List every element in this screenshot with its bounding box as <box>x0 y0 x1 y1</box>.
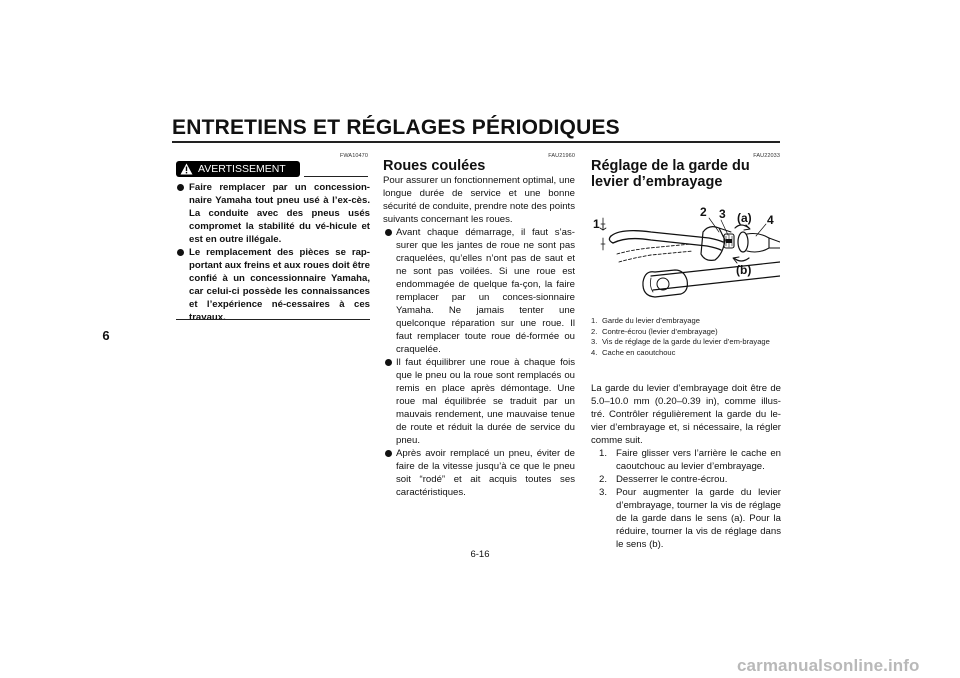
warning-list <box>176 181 370 324</box>
list-item-text: Il faut équilibrer une roue à chaque fois que le pneu ou la roue sont remplacés ou remis en place après démontage. Une roue mal équilibrée se traduit par un mauvais rendement, une mauvaise tenue de route et réduit la durée de service du pneu. <box>396 357 575 446</box>
warning-item-text: Faire remplacer par un concession-naire Yamaha tout pneu usé à l’ex-cès. La conduite avec des pneus usés compromet la stabilité du vé-hicule et est en outre illégale. <box>189 182 370 245</box>
legend-text: Garde du levier d’embrayage <box>602 316 700 325</box>
section-body <box>591 382 781 551</box>
page-header-title: ENTRETIENS ET RÉGLAGES PÉRIODIQUES <box>172 116 620 139</box>
figure-label-3: 3 <box>719 207 726 221</box>
warning-code: FWA10470 <box>339 153 368 159</box>
bullet-icon <box>177 249 184 256</box>
figure-label-a: (a) <box>737 211 752 225</box>
section-title: Roues coulées <box>383 158 486 174</box>
list-item <box>383 226 575 356</box>
section-title: Réglage de la garde du levier d’embrayage <box>591 158 750 190</box>
warning-badge <box>176 161 300 177</box>
chapter-tab: 6 <box>96 323 116 348</box>
section-intro: Pour assurer un fonctionnement optimal, une longue durée de service et une bonne sécurité de conduite, prendre note des points suivants concernant les roues. <box>383 175 576 225</box>
figure-legend <box>591 316 781 358</box>
bullet-icon <box>385 450 392 457</box>
list-item-text: Après avoir remplacé un pneu, éviter de faire de la vitesse jusqu’à ce que le pneu soit “rodé” et ait acquis toutes ses caractéristiques. <box>396 448 575 498</box>
section-code: FAU21960 <box>548 153 575 159</box>
figure-label-2: 2 <box>700 205 707 219</box>
legend-text: Contre-écrou (levier d’embrayage) <box>602 326 718 336</box>
clutch-lever-illustration <box>591 198 780 306</box>
wheel-list <box>383 226 575 499</box>
legend-item <box>591 316 781 327</box>
list-item <box>383 447 575 499</box>
figure-label-1: 1 <box>593 217 600 231</box>
step-text: Desserrer le contre-écrou. <box>616 474 728 485</box>
section-body <box>383 174 575 499</box>
step-number: 1. <box>599 448 608 459</box>
page-number: 6-16 <box>470 549 490 560</box>
step-item <box>591 447 781 473</box>
list-item-text: Avant chaque démarrage, il faut s’as-surer que les jantes de roue ne sont pas craquelées, qu’elles n’ont pas de saut et ne sont pas voilées. Si une roue est endommagée de quelque fa-çon, la faire remplacer par un conces-sionnaire Yamaha. Ne jamais tenter une quelconque réparation sur une roue. Il faut remplacer toute roue dé-formée ou craquelée. <box>396 227 575 355</box>
bullet-icon <box>385 229 392 236</box>
section-paragraph: La garde du levier d’embrayage doit être de 5.0–10.0 mm (0.20–0.39 in), comme illus-tré. Contrôler régulièrement la garde du le-vier d’embrayage et, si nécessaire, la régler comme suit. <box>591 383 781 446</box>
step-text: Faire glisser vers l’arrière le cache en caoutchouc au levier d’embrayage. <box>616 448 781 472</box>
list-item <box>383 356 575 447</box>
warning-item-text: Le remplacement des pièces se rap-portant aux freins et aux roues doit être confié à un concessionnaire Yamaha, car celui-ci possède les connaissances et l’expérience né-cessaires à ces travaux. <box>189 247 370 323</box>
bullet-icon <box>177 184 184 191</box>
figure-label-4: 4 <box>767 213 774 227</box>
legend-item <box>591 337 781 348</box>
section-code: FAU22033 <box>753 153 780 159</box>
warning-item <box>176 181 370 246</box>
legend-text: Vis de réglage de la garde du levier d’em-brayage <box>602 337 770 346</box>
step-number: 2. <box>599 474 608 485</box>
step-number: 3. <box>599 487 608 498</box>
legend-item <box>591 327 781 338</box>
header-rule <box>172 141 780 143</box>
step-item <box>591 486 781 551</box>
bullet-icon <box>385 359 392 366</box>
warning-item <box>176 246 370 324</box>
warning-badge-label: AVERTISSEMENT <box>198 163 286 175</box>
warning-badge-rule <box>304 176 368 177</box>
step-item <box>591 473 781 486</box>
legend-number: 2. <box>591 326 598 336</box>
step-text: Pour augmenter la garde du levier d’embrayage, tourner la vis de réglage de la garde dans le sens (a). Pour la réduire, tourner la vis de réglage dans le sens (b). <box>616 487 781 550</box>
legend-number: 4. <box>591 347 598 357</box>
legend-text: Cache en caoutchouc <box>602 347 676 357</box>
watermark: carmanualsonline.info <box>737 656 920 675</box>
legend-number: 3. <box>591 337 598 346</box>
warning-bottom-rule <box>176 319 370 320</box>
warning-triangle-icon <box>180 163 193 175</box>
legend-number: 1. <box>591 316 598 325</box>
legend-item <box>591 348 781 359</box>
figure-label-b: (b) <box>736 263 752 277</box>
